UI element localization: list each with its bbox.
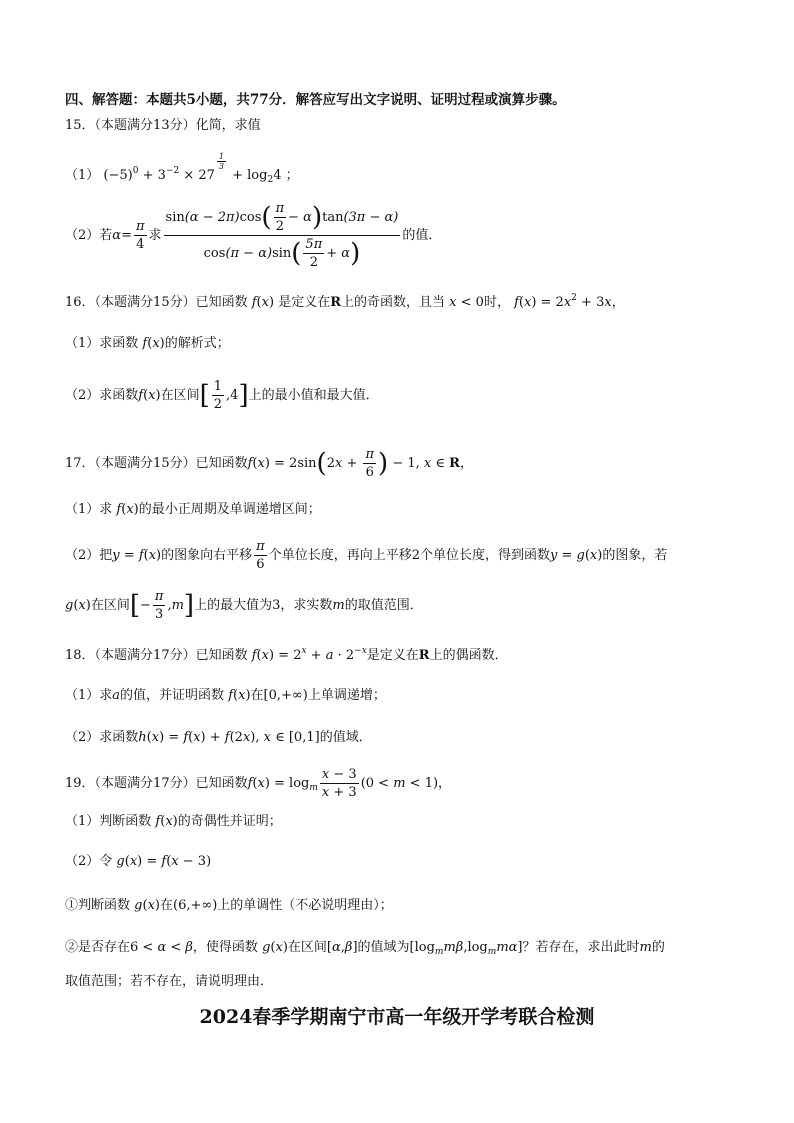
q18-formula: $f(x) = 2^x + a \cdot 2^{-x}$ xyxy=(247,646,367,663)
q19-sub1-mid: 在 xyxy=(159,898,173,913)
q18-h-formula: h(x) = f(x) + f(2x), x ∈ [0,1] xyxy=(138,730,320,745)
q17-stem-end: ， xyxy=(459,455,473,471)
q15-part2-pi-over-4: $\frac{\pi}{4}$ xyxy=(135,219,145,252)
q17-stem xyxy=(65,446,744,480)
q16-part2: （2）求函数f(x)在区间[ $\frac{1}{2}$ ,4]上的最小值和最大值． xyxy=(65,379,379,412)
q17-part2-b: 个单位长度，再向上平移2个单位长度，得到函数 xyxy=(268,547,550,563)
exam-title: 2024春季学期南宁市高一年级开学考联合检测 xyxy=(199,1006,595,1028)
q15-part2-fraction: sin(α − 2π)cos( $\frac{\pi}{2}$ − α)tan(3π − α) cos(π − α)sin( $\frac{5\pi}{2}$ + α) xyxy=(165,201,399,270)
q18-stem-mid: 是定义在 xyxy=(366,648,419,663)
q18-part2-end: 的值域． xyxy=(319,730,372,745)
q15-part2-qiu: 求 xyxy=(148,227,162,243)
q17-stem-prefix: 17．（本题满分15分）已知函数 xyxy=(65,455,248,471)
q18-part1-mid2: 在 xyxy=(250,688,264,703)
q18-part2 xyxy=(65,728,744,748)
q16-interval: [ $\frac{1}{2}$ ,4] xyxy=(199,379,249,412)
q16-part1-prefix: （1）求函数 xyxy=(65,336,139,351)
q16-part2-prefix: （2）求函数 xyxy=(65,387,139,403)
q18-part1-end: 上单调递增； xyxy=(307,688,386,703)
q16-stem-end: ， xyxy=(611,295,625,310)
q18-part2-prefix: （2）求函数 xyxy=(65,730,139,745)
q17-shift: $\frac{\pi}{6}$ xyxy=(256,539,265,572)
q16-part2-mid: 在区间 xyxy=(160,387,200,403)
q19-sub2-line2: 取值范围；若不存在，请说明理由． xyxy=(65,974,274,989)
q17-part2-prefix: （2）把 xyxy=(65,547,113,563)
q19-g-def: g(x) = f(x − 3) xyxy=(112,854,212,869)
q17-part2-line1: （2）把y = f(x)的图象向右平移 $\frac{\pi}{6}$ 个单位长度，再向上平移2个单位长度，得到函数y = g(x)的图象，若 xyxy=(65,539,668,572)
q19-sub2-e: 的 xyxy=(651,940,665,955)
q17-part2-a: 的图象向右平移 xyxy=(161,547,253,563)
q19-sub2-d: ？若存在，求出此时 xyxy=(522,940,640,955)
q18-part1: （1）求a的值，并证明函数 f(x)在[0,+∞)上单调递增； xyxy=(65,688,386,703)
q17-formula: f(x) = 2sin(2x + $\frac{\pi}{6}$ ) − 1, x ∈ R xyxy=(247,447,460,480)
q16-condition: x < 0 xyxy=(445,295,484,310)
q19-sub2-c: 的值域为 xyxy=(357,940,410,955)
q19-part2 xyxy=(65,852,744,872)
q15-part1 xyxy=(65,152,744,186)
q17-interval: [− $\frac{\pi}{3}$ ,m] xyxy=(129,589,195,622)
q15-part1-label: （1） xyxy=(65,168,100,183)
q15-part2-label: （2）若 xyxy=(65,227,113,243)
q17-part2-line2-end: 的取值范围． xyxy=(344,597,423,613)
q16-part1: （1）求函数 f(x)的解析式； xyxy=(65,336,230,351)
q15-part2: （2）若α= $\frac{\pi}{4}$ 求 sin(α − 2π)cos( $\frac{\pi}{2}$ − α)tan(3π − α) cos(π − α)sin( $\frac{5\pi}{2}$ + α) 的值． xyxy=(65,201,442,270)
q16-stem-mid: 是定义在 xyxy=(278,295,331,310)
q19-stem-end: ， xyxy=(438,775,452,791)
q17-part1: （1）求 f(x)的最小正周期及单调递增区间； xyxy=(65,502,321,517)
q16-formula: $f(x) = 2x^2 + 3x$ xyxy=(509,293,612,310)
q17-part1-prefix: （1）求 xyxy=(65,502,113,517)
q19-formula: $f(x) = \log_m$ $\frac{x - 3}{x + 3}$ (0 < m < 1) xyxy=(247,767,439,800)
q19-part1-end: 的奇偶性并证明； xyxy=(177,814,282,829)
q19-sub1-prefix: ①判断函数 xyxy=(65,898,131,913)
q19-sub2-prefix: ②是否存在 xyxy=(65,940,131,955)
q16-fx: f(x) xyxy=(247,295,275,310)
section-header: 四、解答题：本题共5小题，共77分．解答应写出文字说明、证明过程或演算步骤。 xyxy=(65,92,566,108)
q16-R: R xyxy=(330,295,342,310)
q16-stem-mid2: 上的奇函数，且当 xyxy=(341,295,446,310)
q15-part1-end: ； xyxy=(285,168,299,183)
q18-stem-end: 上的偶函数． xyxy=(429,648,508,663)
q19-part1-prefix: （1）判断函数 xyxy=(65,814,152,829)
q17-part2-line2: g(x)在区间[− $\frac{\pi}{3}$ ,m]上的最大值为3，求实数m的取值范围． xyxy=(65,589,423,622)
q19-sub2-line1: ②是否存在6 < α < β，使得函数 g(x)在区间[α,β]的值域为$[\log_mm\beta,\log_mm\alpha]$？若存在，求出此时m的 xyxy=(65,940,665,957)
q19-part2-prefix: （2）令 xyxy=(65,854,113,869)
q18-stem-prefix: 18．（本题满分17分）已知函数 xyxy=(65,648,248,663)
q15-part2-end: 的值． xyxy=(402,227,442,243)
q16-stem-prefix: 16．（本题满分15分）已知函数 xyxy=(65,295,248,310)
q19-sub1: ①判断函数 g(x)在(6,+∞)上的单调性（不必说明理由）； xyxy=(65,898,393,913)
q16-stem xyxy=(65,293,744,313)
q15-stem: 15．（本题满分13分）化简，求值 xyxy=(65,118,261,133)
q17-part2-line2-mid: 在区间 xyxy=(90,597,130,613)
q18-part1-mid: 的值，并证明函数 xyxy=(120,688,225,703)
q19-stem-prefix: 19．（本题满分17分）已知函数 xyxy=(65,775,248,791)
q19-sub2-a: ，使得函数 xyxy=(192,940,258,955)
q18-part1-prefix: （1）求 xyxy=(65,688,113,703)
q19-part1: （1）判断函数 f(x)的奇偶性并证明； xyxy=(65,814,282,829)
q18-stem: 18．（本题满分17分）已知函数 $f(x) = 2^x + a \cdot 2^{-x}$是定义在R上的偶函数． xyxy=(65,646,508,663)
q17-part1-end: 的最小正周期及单调递增区间； xyxy=(138,502,321,517)
q15-part1-expression: $(-5)^0 + 3^{-2} \times 27$ $^{\frac{1}{3}}$ + $\log_24$ xyxy=(103,152,282,185)
q19-sub1-end: 上的单调性（不必说明理由）； xyxy=(217,898,393,913)
q16-part1-end: 的解析式； xyxy=(164,336,230,351)
q16-stem-when: 时， xyxy=(483,295,510,310)
q19-sub2-b: 在区间 xyxy=(287,940,327,955)
q19-stem xyxy=(65,766,744,800)
q15-part2-alpha: α xyxy=(112,227,122,243)
q17-part2-line2-a: 上的最大值为3，求实数 xyxy=(194,597,333,613)
q16-part2-end: 上的最小值和最大值． xyxy=(248,387,379,403)
q17-part2-c: 的图象，若 xyxy=(602,547,668,563)
